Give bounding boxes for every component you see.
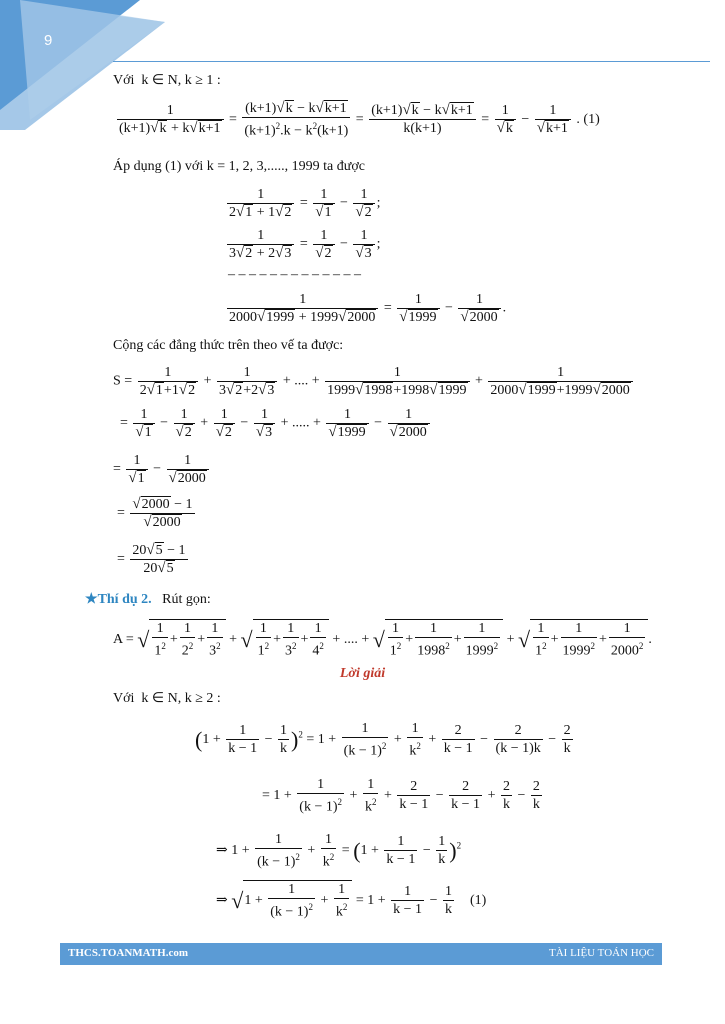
sum-line-1: S = $\frac{1}{2√1+1√2}$ + $\frac{1}{3√2+2√3}$ + .... + $\frac{1}{1999√1998+1998√1999}$ + $\frac{1}{2000√1999+1999√2000}$ (113, 364, 635, 399)
implication-line-1: ⇒ 1 + $\frac{1}{(k - 1)^2}$ + $\frac{1}{k^2}$ = (1 + $\frac{1}{k - 1}$ − $\frac{1}{k}$ )$^2$ (216, 832, 462, 870)
sum-line-5: = $\frac{20√5 - 1}{20√5}$ (117, 542, 186, 576)
footer-site[interactable]: THCS.TOANMATH.com (68, 947, 188, 959)
implication-line-2: ⇒ √1 + $\frac{1}{(k - 1)^2}$ + $\frac{1}{k^2}$ = 1 + $\frac{1}{k - 1}$ − $\frac{1}{k}$ (1) (216, 882, 487, 920)
expression-A: A = √ $\frac{1}{1^2}$ + $\frac{1}{2^2}$ + $\frac{1}{3^2}$ + √ $\frac{1}{1^2}$ + $\frac{1}{3^2}$ + $\frac{1}{4^2}$ + .... + √ $\frac{1}{1^2}$ + $\frac{1}{1998^2}$ + $\frac{1}{1999^2}$ + √ $\frac{1}{1^2}$ + $\frac{1}{1999^2}$ + $\frac{1}{2000^2}$ . (113, 621, 652, 659)
equation-k1999: $\frac{1}{2000√1999 + 1999√2000}$ = $\frac{1}{√1999}$ − $\frac{1}{√2000}$ . (229, 292, 507, 325)
sum-line-3: = $\frac{1}{√1}$ − $\frac{1}{√2000}$ (113, 452, 211, 487)
sum-line-4: = $\frac{√2000 - 1}{√2000}$ (117, 496, 193, 530)
sum-text: Cộng các đẳng thức trên theo vế ta được: (113, 338, 344, 353)
equation-k1: $\frac{1}{2√1 + 1√2}$ = $\frac{1}{√1}$ − $\frac{1}{√2}$ ; (229, 187, 381, 220)
solution-heading: Lời giải (339, 666, 386, 681)
footer-bar (60, 943, 662, 965)
dash-line: – – – – – – – – – – – – – (228, 267, 361, 282)
star-icon: ★ (85, 592, 98, 607)
page-number: 9 (44, 32, 53, 49)
footer-title: TÀI LIỆU TOÁN HỌC (549, 947, 654, 959)
condition-line-1: Với k ∈ N, k ≥ 1 : (113, 73, 221, 88)
expansion-line-1: (1 + $\frac{1}{k - 1}$ − $\frac{1}{k}$ )$^2$ = 1 + $\frac{1}{(k - 1)^2}$ + $\frac{1}{k^2}$ + $\frac{2}{k - 1}$ − $\frac{2}{(k - 1)k}$ − $\frac{2}{k}$ (195, 721, 571, 759)
apply-line: Áp dụng (1) với k = 1, 2, 3,....., 1999 ta được (113, 159, 365, 174)
expansion-line-2: = 1 + $\frac{1}{(k - 1)^2}$ + $\frac{1}{k^2}$ + $\frac{2}{k - 1}$ − $\frac{2}{k - 1}$ + $\frac{2}{k}$ − $\frac{2}{k}$ (262, 777, 540, 815)
condition-line-2: Với k ∈ N, k ≥ 2 : (113, 691, 221, 706)
example-heading: ★Thí dụ 2. Rút gọn: (85, 592, 211, 607)
header-rule (113, 61, 710, 62)
sum-line-2: = $\frac{1}{√1}$ − $\frac{1}{√2}$ + $\frac{1}{√2}$ − $\frac{1}{√3}$ + ..... + $\frac{1}{√1999}$ − $\frac{1}{√2000}$ (120, 406, 432, 441)
equation-k2: $\frac{1}{3√2 + 2√3}$ = $\frac{1}{√2}$ − $\frac{1}{√3}$ ; (229, 228, 381, 261)
identity-1: $\frac{1}{(k+1)√k + k√k+1}$ = $\frac{(k+1)√k - k√k+1}{(k+1)^2.k - k^2(k+1)}$ = $\frac{(k+1)√k - k√k+1}{k(k+1)}$ = $\frac{1}{√k}$ − $\frac{1}{√k+1}$ . (1) (119, 100, 600, 139)
